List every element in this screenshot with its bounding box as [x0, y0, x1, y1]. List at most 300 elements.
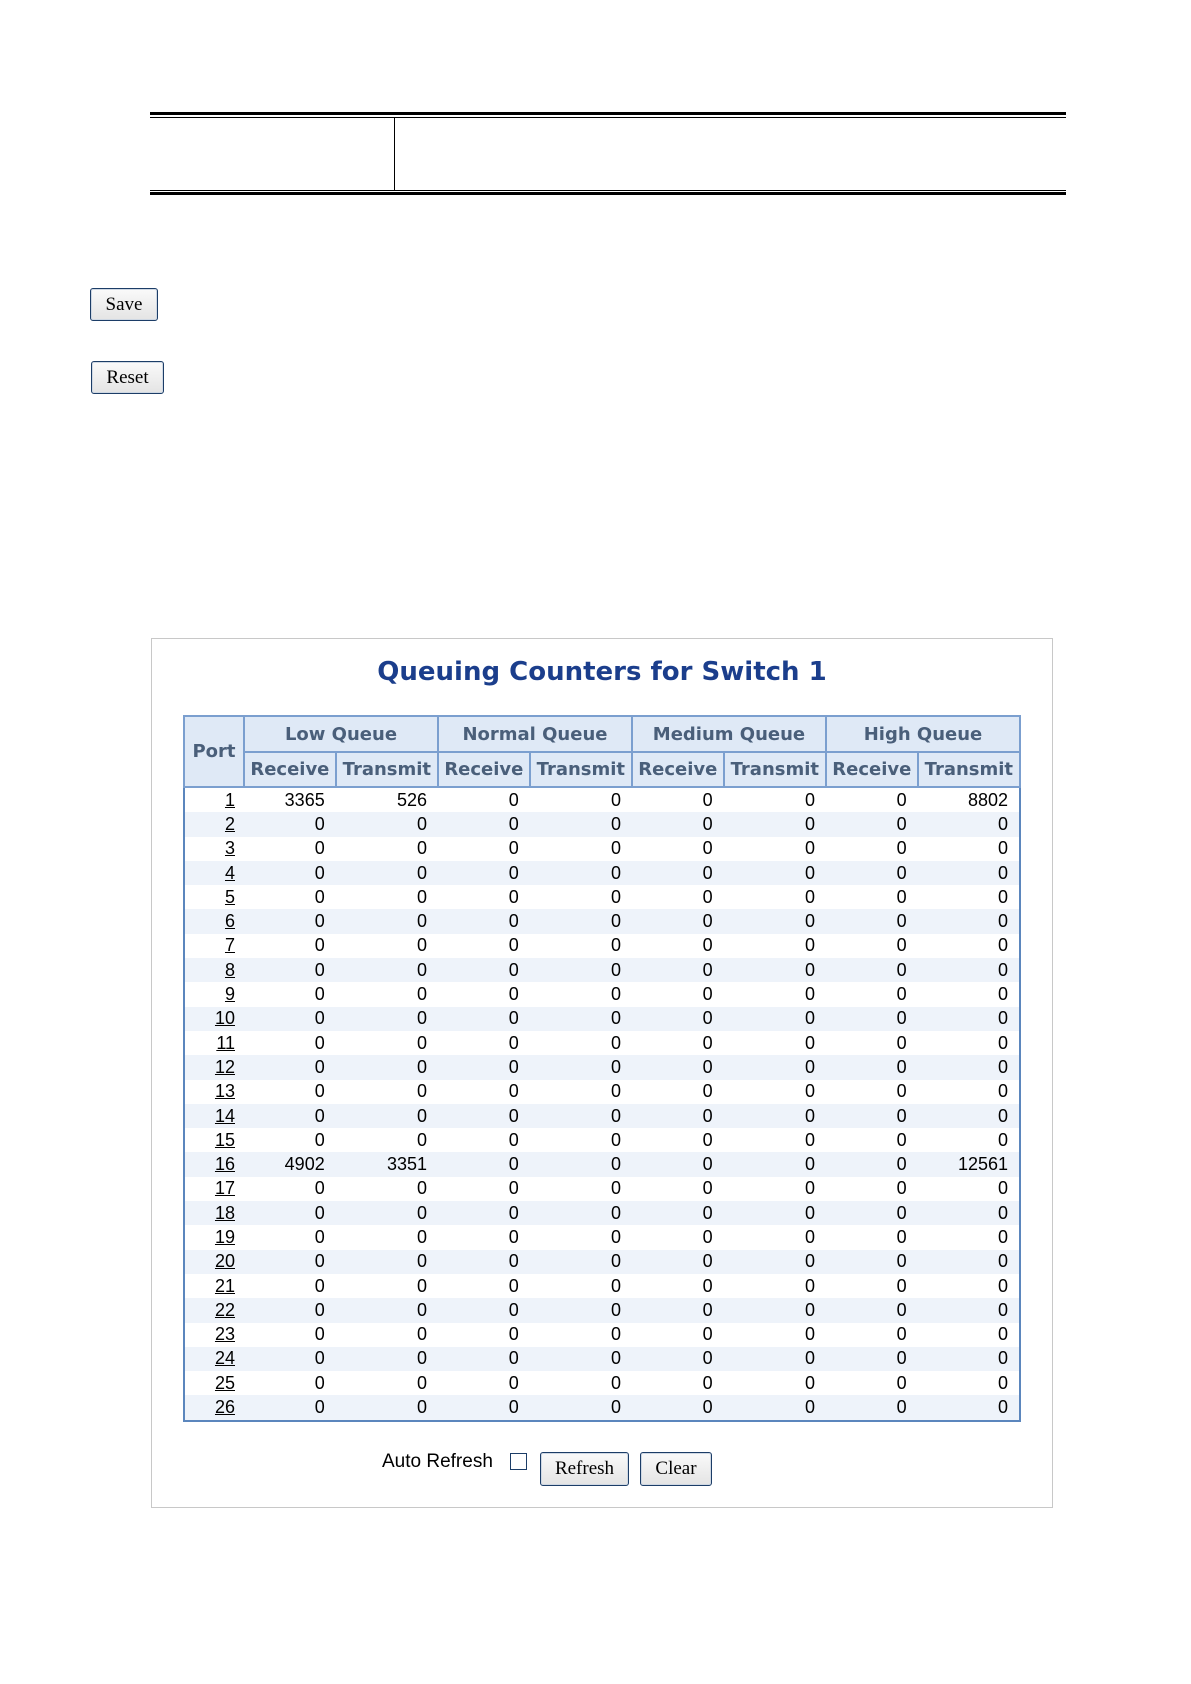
counter-cell: 0 — [610, 838, 621, 859]
counter-cell: 0 — [702, 1129, 713, 1150]
counter-cell: 0 — [610, 984, 621, 1005]
counter-cell: 0 — [632, 1201, 724, 1225]
counter-cell: 8802 — [967, 789, 1008, 810]
port-cell — [184, 837, 244, 861]
counter-cell: 0 — [530, 812, 632, 836]
sub-header-receive: Receive — [632, 752, 724, 787]
port-link[interactable]: 13 — [214, 1081, 235, 1102]
counter-cell: 0 — [438, 1104, 530, 1128]
counter-cell: 0 — [702, 935, 713, 956]
table-row — [184, 1031, 1020, 1055]
port-link[interactable]: 1 — [224, 789, 235, 810]
counter-cell: 0 — [416, 1275, 427, 1296]
port-cell — [184, 787, 244, 812]
counter-cell: 0 — [314, 935, 325, 956]
counter-cell: 0 — [416, 1226, 427, 1247]
counter-cell: 0 — [438, 1347, 530, 1371]
counter-cell: 0 — [724, 1201, 826, 1225]
counter-cell: 0 — [997, 935, 1008, 956]
counter-cell: 0 — [336, 1055, 438, 1079]
port-link[interactable]: 24 — [214, 1348, 235, 1369]
counter-cell: 0 — [804, 935, 815, 956]
counter-cell: 0 — [826, 1201, 918, 1225]
counters-body — [184, 787, 1020, 1421]
counter-cell: 0 — [918, 1250, 1020, 1274]
table-row — [184, 982, 1020, 1006]
counter-cell: 0 — [896, 886, 907, 907]
port-cell — [184, 1298, 244, 1322]
counter-cell: 0 — [724, 958, 826, 982]
counter-cell: 0 — [438, 1395, 530, 1420]
counter-cell: 0 — [244, 1298, 336, 1322]
port-cell — [184, 1347, 244, 1371]
counter-cell: 0 — [438, 1055, 530, 1079]
counter-cell: 0 — [244, 1104, 336, 1128]
port-cell — [184, 958, 244, 982]
counter-cell: 0 — [997, 1129, 1008, 1150]
counter-cell: 0 — [997, 1372, 1008, 1393]
counter-cell: 0 — [702, 1032, 713, 1053]
counter-cell: 0 — [416, 984, 427, 1005]
counter-cell: 0 — [632, 958, 724, 982]
counter-cell: 0 — [826, 1347, 918, 1371]
panel-title: Queuing Counters for Switch 1 — [377, 657, 827, 687]
counter-cell: 0 — [244, 1007, 336, 1031]
counter-cell: 0 — [314, 1324, 325, 1345]
table-row — [184, 934, 1020, 958]
counter-cell: 0 — [702, 838, 713, 859]
counter-cell: 0 — [804, 789, 815, 810]
counter-cell: 0 — [997, 1275, 1008, 1296]
counter-cell: 0 — [416, 1372, 427, 1393]
counter-cell: 0 — [508, 1226, 519, 1247]
counter-cell: 0 — [244, 1250, 336, 1274]
port-link[interactable]: 18 — [214, 1202, 235, 1223]
counter-cell: 0 — [610, 1081, 621, 1102]
counter-cell: 0 — [530, 1347, 632, 1371]
group-header-low: Low Queue — [244, 716, 438, 752]
table-row — [184, 1055, 1020, 1079]
counter-cell: 0 — [724, 812, 826, 836]
table-column-divider — [394, 118, 395, 190]
counter-cell: 0 — [530, 1250, 632, 1274]
counter-cell: 0 — [336, 861, 438, 885]
counter-cell: 0 — [508, 838, 519, 859]
counter-cell: 0 — [632, 1007, 724, 1031]
counter-cell: 0 — [416, 1032, 427, 1053]
table-row — [184, 1395, 1020, 1420]
counter-cell: 4902 — [244, 1152, 336, 1176]
counter-cell: 0 — [702, 1324, 713, 1345]
counter-cell: 0 — [336, 1395, 438, 1420]
counter-cell: 0 — [724, 1298, 826, 1322]
counter-cell: 0 — [244, 958, 336, 982]
counter-cell: 0 — [314, 1275, 325, 1296]
port-cell — [184, 885, 244, 909]
table-row — [184, 1323, 1020, 1347]
counter-cell: 0 — [804, 1324, 815, 1345]
counter-cell: 0 — [314, 1178, 325, 1199]
group-header-normal: Normal Queue — [438, 716, 632, 752]
counter-cell: 0 — [610, 1275, 621, 1296]
port-link[interactable]: 21 — [214, 1275, 235, 1296]
counter-cell: 0 — [438, 861, 530, 885]
port-link[interactable]: 2 — [224, 813, 235, 834]
counter-cell: 0 — [896, 1275, 907, 1296]
table-row — [184, 837, 1020, 861]
counter-cell: 0 — [438, 1152, 530, 1176]
counter-cell: 526 — [396, 789, 427, 810]
port-cell — [184, 1128, 244, 1152]
port-cell — [184, 1080, 244, 1104]
port-link[interactable]: 19 — [214, 1226, 235, 1247]
counter-cell: 0 — [314, 838, 325, 859]
counter-cell: 0 — [530, 958, 632, 982]
counter-cell: 0 — [508, 1129, 519, 1150]
counter-cell: 0 — [918, 909, 1020, 933]
counter-cell: 0 — [508, 1032, 519, 1053]
port-cell — [184, 1250, 244, 1274]
counter-cell: 0 — [918, 1347, 1020, 1371]
port-link[interactable]: 14 — [214, 1105, 235, 1126]
counter-cell: 0 — [724, 1152, 826, 1176]
counter-cell: 0 — [314, 984, 325, 1005]
table-row — [184, 885, 1020, 909]
port-link[interactable]: 7 — [224, 935, 235, 956]
port-link[interactable]: 12 — [214, 1056, 235, 1077]
counter-cell: 0 — [702, 1178, 713, 1199]
table-row — [184, 1298, 1020, 1322]
port-cell — [184, 1225, 244, 1249]
counter-cell: 12561 — [918, 1152, 1020, 1176]
counter-cell: 0 — [724, 1055, 826, 1079]
counter-cell: 0 — [826, 1298, 918, 1322]
counter-cell: 0 — [438, 1201, 530, 1225]
counter-cell: 0 — [610, 789, 621, 810]
counter-cell: 0 — [244, 909, 336, 933]
counter-cell: 0 — [244, 812, 336, 836]
port-cell — [184, 1323, 244, 1347]
counter-cell: 0 — [508, 1324, 519, 1345]
counter-cell: 0 — [918, 1201, 1020, 1225]
counter-cell: 0 — [244, 1201, 336, 1225]
port-cell — [184, 934, 244, 958]
port-cell — [184, 1031, 244, 1055]
table-row — [184, 812, 1020, 836]
counter-cell: 0 — [632, 1152, 724, 1176]
counter-cell: 0 — [244, 1347, 336, 1371]
counter-cell: 0 — [804, 984, 815, 1005]
counter-cell: 0 — [826, 861, 918, 885]
counter-cell: 0 — [336, 1298, 438, 1322]
sub-header-receive: Receive — [438, 752, 530, 787]
port-cell — [184, 861, 244, 885]
port-cell — [184, 1395, 244, 1420]
save-button[interactable]: Save — [90, 288, 158, 321]
table-row — [184, 958, 1020, 982]
sub-header-transmit: Transmit — [530, 752, 632, 787]
counter-cell: 0 — [997, 1032, 1008, 1053]
counter-cell: 0 — [918, 1055, 1020, 1079]
counter-cell: 0 — [997, 1081, 1008, 1102]
counter-cell: 3351 — [336, 1152, 438, 1176]
counter-cell: 0 — [896, 1129, 907, 1150]
counter-cell: 0 — [416, 1178, 427, 1199]
counter-cell: 0 — [826, 812, 918, 836]
reset-button[interactable]: Reset — [91, 361, 164, 394]
port-link[interactable]: 9 — [224, 984, 235, 1005]
counter-cell: 0 — [314, 886, 325, 907]
port-cell — [184, 812, 244, 836]
counter-cell: 0 — [702, 1226, 713, 1247]
counter-cell: 0 — [530, 1395, 632, 1420]
counter-cell: 0 — [896, 1324, 907, 1345]
counter-cell: 0 — [724, 861, 826, 885]
counter-cell: 0 — [416, 935, 427, 956]
counter-cell: 0 — [244, 1395, 336, 1420]
counter-cell: 0 — [918, 861, 1020, 885]
counter-cell: 0 — [724, 1007, 826, 1031]
port-header: Port — [184, 716, 244, 787]
counter-cell: 0 — [896, 1372, 907, 1393]
table-row — [184, 1080, 1020, 1104]
counter-cell: 0 — [997, 984, 1008, 1005]
counter-cell: 0 — [530, 1007, 632, 1031]
clear-button[interactable]: Clear — [640, 1452, 712, 1486]
table-row — [184, 1225, 1020, 1249]
counter-cell: 0 — [610, 886, 621, 907]
counter-cell: 0 — [632, 1395, 724, 1420]
counter-cell: 0 — [632, 1250, 724, 1274]
refresh-button[interactable]: Refresh — [540, 1452, 629, 1486]
counter-cell: 0 — [896, 1178, 907, 1199]
counter-cell: 0 — [438, 812, 530, 836]
counter-cell: 0 — [610, 1372, 621, 1393]
counter-cell: 3365 — [284, 789, 325, 810]
counter-cell: 0 — [610, 1226, 621, 1247]
counter-cell: 0 — [632, 1055, 724, 1079]
counter-cell: 0 — [416, 1129, 427, 1150]
counter-cell: 0 — [508, 1275, 519, 1296]
counter-cell: 0 — [336, 1347, 438, 1371]
counter-cell: 0 — [826, 1104, 918, 1128]
port-link[interactable]: 25 — [214, 1372, 235, 1393]
counter-cell: 0 — [826, 1395, 918, 1420]
counter-cell: 0 — [724, 1395, 826, 1420]
sub-header-transmit: Transmit — [918, 752, 1020, 787]
counter-cell: 0 — [314, 1226, 325, 1247]
counter-cell: 0 — [997, 1178, 1008, 1199]
counter-cell: 0 — [804, 1178, 815, 1199]
counter-cell: 0 — [632, 1347, 724, 1371]
counter-cell: 0 — [336, 1104, 438, 1128]
sub-header-transmit: Transmit — [724, 752, 826, 787]
counter-cell: 0 — [997, 1324, 1008, 1345]
table-row — [184, 1152, 1020, 1176]
counter-cell: 0 — [438, 909, 530, 933]
counter-cell: 0 — [416, 1081, 427, 1102]
group-header-high: High Queue — [826, 716, 1020, 752]
table-bottom-rule — [150, 192, 1066, 195]
counter-cell: 0 — [918, 958, 1020, 982]
counter-cell: 0 — [804, 886, 815, 907]
counter-cell: 0 — [244, 861, 336, 885]
counter-cell: 0 — [724, 1347, 826, 1371]
counter-cell: 0 — [804, 1081, 815, 1102]
counter-cell: 0 — [508, 1372, 519, 1393]
counter-cell: 0 — [530, 861, 632, 885]
counter-cell: 0 — [896, 1032, 907, 1053]
port-link[interactable]: 20 — [214, 1251, 235, 1272]
counter-cell: 0 — [530, 909, 632, 933]
table-row — [184, 1104, 1020, 1128]
port-link[interactable]: 8 — [224, 959, 235, 980]
counter-cell: 0 — [508, 886, 519, 907]
table-row — [184, 787, 1020, 812]
counter-cell: 0 — [416, 886, 427, 907]
counter-cell: 0 — [724, 909, 826, 933]
counter-cell: 0 — [896, 789, 907, 810]
table-row — [184, 1347, 1020, 1371]
counter-cell: 0 — [314, 1081, 325, 1102]
port-link[interactable]: 17 — [214, 1178, 235, 1199]
counter-cell: 0 — [804, 1032, 815, 1053]
counter-cell: 0 — [632, 812, 724, 836]
counter-cell: 0 — [918, 812, 1020, 836]
queuing-counters-panel — [151, 638, 1053, 1508]
port-link[interactable]: 26 — [214, 1397, 235, 1418]
port-link[interactable]: 22 — [214, 1299, 235, 1320]
counter-cell: 0 — [997, 1226, 1008, 1247]
counter-cell: 0 — [826, 1055, 918, 1079]
table-row — [184, 861, 1020, 885]
counter-cell: 0 — [918, 1298, 1020, 1322]
counter-cell: 0 — [530, 1104, 632, 1128]
table-top-rule — [150, 112, 1066, 115]
counter-cell: 0 — [610, 1178, 621, 1199]
counter-cell: 0 — [826, 1250, 918, 1274]
counter-cell: 0 — [438, 1007, 530, 1031]
parameter-table — [150, 112, 1066, 196]
counter-cell: 0 — [416, 838, 427, 859]
counter-cell: 0 — [804, 1372, 815, 1393]
table-bottom-rule-thin — [150, 190, 1066, 191]
counter-cell: 0 — [896, 838, 907, 859]
port-cell — [184, 982, 244, 1006]
counter-cell: 0 — [896, 1081, 907, 1102]
port-cell — [184, 1177, 244, 1201]
table-row — [184, 909, 1020, 933]
table-row — [184, 1250, 1020, 1274]
port-link[interactable]: 6 — [224, 911, 235, 932]
port-cell — [184, 1104, 244, 1128]
counter-cell: 0 — [314, 1032, 325, 1053]
counter-cell: 0 — [702, 1081, 713, 1102]
queuing-counters-table — [183, 715, 1021, 1422]
counter-cell: 0 — [530, 1201, 632, 1225]
port-cell — [184, 1201, 244, 1225]
table-row — [184, 1371, 1020, 1395]
counter-cell: 0 — [896, 1226, 907, 1247]
counter-cell: 0 — [804, 1129, 815, 1150]
counter-cell: 0 — [438, 958, 530, 982]
counter-cell: 0 — [826, 909, 918, 933]
counter-cell: 0 — [702, 886, 713, 907]
port-cell — [184, 1152, 244, 1176]
counter-cell: 0 — [918, 1007, 1020, 1031]
counter-cell: 0 — [724, 1250, 826, 1274]
port-cell — [184, 1274, 244, 1298]
auto-refresh-label: Auto Refresh — [382, 1451, 493, 1472]
counter-cell: 0 — [826, 1152, 918, 1176]
port-link[interactable]: 4 — [224, 862, 235, 883]
port-cell — [184, 1055, 244, 1079]
port-link[interactable]: 11 — [216, 1032, 235, 1053]
port-link[interactable]: 10 — [214, 1008, 235, 1029]
counter-cell: 0 — [632, 1104, 724, 1128]
counter-cell: 0 — [804, 1275, 815, 1296]
counter-cell: 0 — [804, 1226, 815, 1247]
group-header-medium: Medium Queue — [632, 716, 826, 752]
counter-cell: 0 — [508, 1178, 519, 1199]
table-row — [184, 1274, 1020, 1298]
port-link[interactable]: 3 — [224, 838, 235, 859]
counter-cell: 0 — [826, 1007, 918, 1031]
port-cell — [184, 909, 244, 933]
counter-cell: 0 — [632, 861, 724, 885]
counter-cell: 0 — [336, 1250, 438, 1274]
table-row — [184, 1128, 1020, 1152]
counter-cell: 0 — [918, 1395, 1020, 1420]
sub-header-receive: Receive — [826, 752, 918, 787]
counter-cell: 0 — [702, 984, 713, 1005]
port-cell — [184, 1371, 244, 1395]
counter-cell: 0 — [416, 1324, 427, 1345]
counter-cell: 0 — [632, 909, 724, 933]
counter-cell: 0 — [610, 935, 621, 956]
counter-cell: 0 — [702, 1372, 713, 1393]
counter-cell: 0 — [438, 1250, 530, 1274]
counter-cell: 0 — [530, 1055, 632, 1079]
counter-cell: 0 — [997, 886, 1008, 907]
counter-cell: 0 — [724, 1104, 826, 1128]
counter-cell: 0 — [632, 1298, 724, 1322]
counter-cell: 0 — [508, 984, 519, 1005]
counter-cell: 0 — [610, 1324, 621, 1345]
counter-cell: 0 — [508, 789, 519, 810]
sub-header-transmit: Transmit — [336, 752, 438, 787]
counter-cell: 0 — [918, 1104, 1020, 1128]
auto-refresh-checkbox[interactable] — [510, 1453, 527, 1470]
port-link[interactable]: 23 — [214, 1324, 235, 1345]
port-link[interactable]: 5 — [224, 886, 235, 907]
counter-cell: 0 — [336, 812, 438, 836]
port-link[interactable]: 15 — [214, 1129, 235, 1150]
counter-cell: 0 — [336, 1007, 438, 1031]
counter-cell: 0 — [610, 1129, 621, 1150]
counter-cell: 0 — [702, 789, 713, 810]
counter-cell: 0 — [896, 935, 907, 956]
port-cell — [184, 1007, 244, 1031]
counter-cell: 0 — [530, 1152, 632, 1176]
table-top-rule-thin — [150, 117, 1066, 118]
counter-cell: 0 — [826, 958, 918, 982]
counter-cell: 0 — [314, 1372, 325, 1393]
table-row — [184, 1007, 1020, 1031]
port-link[interactable]: 16 — [214, 1154, 235, 1175]
counter-cell: 0 — [804, 838, 815, 859]
table-row — [184, 1177, 1020, 1201]
